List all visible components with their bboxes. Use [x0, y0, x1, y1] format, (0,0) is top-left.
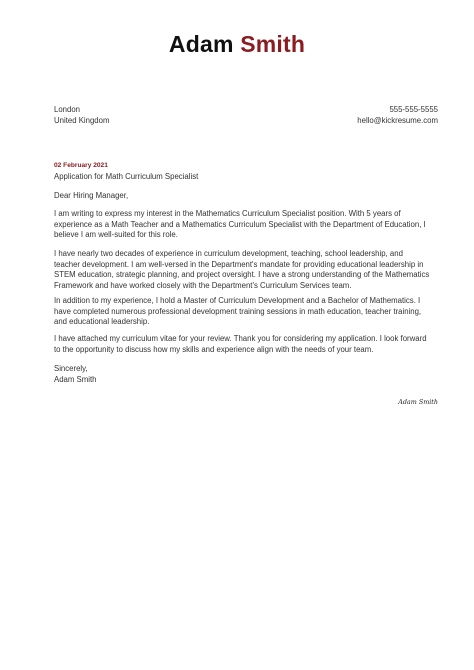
paragraph-line: have completed numerous professional development training sessions in math education, teacher training, [54, 306, 422, 316]
paragraph-4 [54, 334, 438, 355]
paragraph-line: teacher development. I am well-versed in the Department's mandate for providing educational leadership in [54, 259, 424, 269]
signature: Adam Smith [398, 398, 438, 406]
paragraph-line: I have nearly two decades of experience in curriculum development, teaching, school leadership, and [54, 249, 403, 258]
closing-name: Adam Smith [54, 374, 97, 384]
paragraph-line: to the opportunity to discuss how my skills and experience align with the needs of your team. [54, 344, 374, 354]
last-name: Smith [240, 31, 306, 57]
letter-subject: Application for Math Curriculum Specialist [54, 172, 199, 181]
phone: 555-555-5555 [389, 105, 438, 114]
contact-block [357, 104, 438, 126]
paragraph-line: Framework and have worked closely with the Department's Curriculum Services team. [54, 280, 352, 290]
closing-phrase: Sincerely, [54, 364, 88, 373]
address-block [54, 104, 109, 126]
paragraph-2 [54, 249, 438, 291]
paragraph-1 [54, 209, 438, 241]
closing-block [54, 364, 96, 385]
paragraph-line: I have attached my curriculum vitae for your review. Thank you for considering my application. I look forward [54, 334, 427, 343]
paragraph-3 [54, 296, 438, 328]
country: United Kingdom [54, 116, 110, 125]
paragraph-line: I am writing to express my interest in the Mathematics Curriculum Specialist position. With 5 years of [54, 209, 401, 218]
paragraph-line: believe I am well-suited for this role. [54, 230, 178, 240]
paragraph-line: STEM education, strategic planning, and project oversight. I have a strong understanding of the Mathematics [54, 270, 430, 280]
salutation: Dear Hiring Manager, [54, 191, 129, 200]
applicant-name [0, 30, 474, 58]
city: London [54, 105, 81, 114]
paragraph-line: and educational leadership. [54, 317, 150, 327]
paragraph-line: In addition to my experience, I hold a Master of Curriculum Development and a Bachelor of Mathematics. I [54, 296, 421, 305]
letter-date: 02 February 2021 [54, 162, 108, 169]
first-name: Adam [168, 31, 234, 57]
paragraph-line: experience as a Math Teacher and a Mathematics Curriculum Specialist with the Department of Education, I [54, 219, 426, 229]
email: hello@kickresume.com [357, 116, 438, 125]
